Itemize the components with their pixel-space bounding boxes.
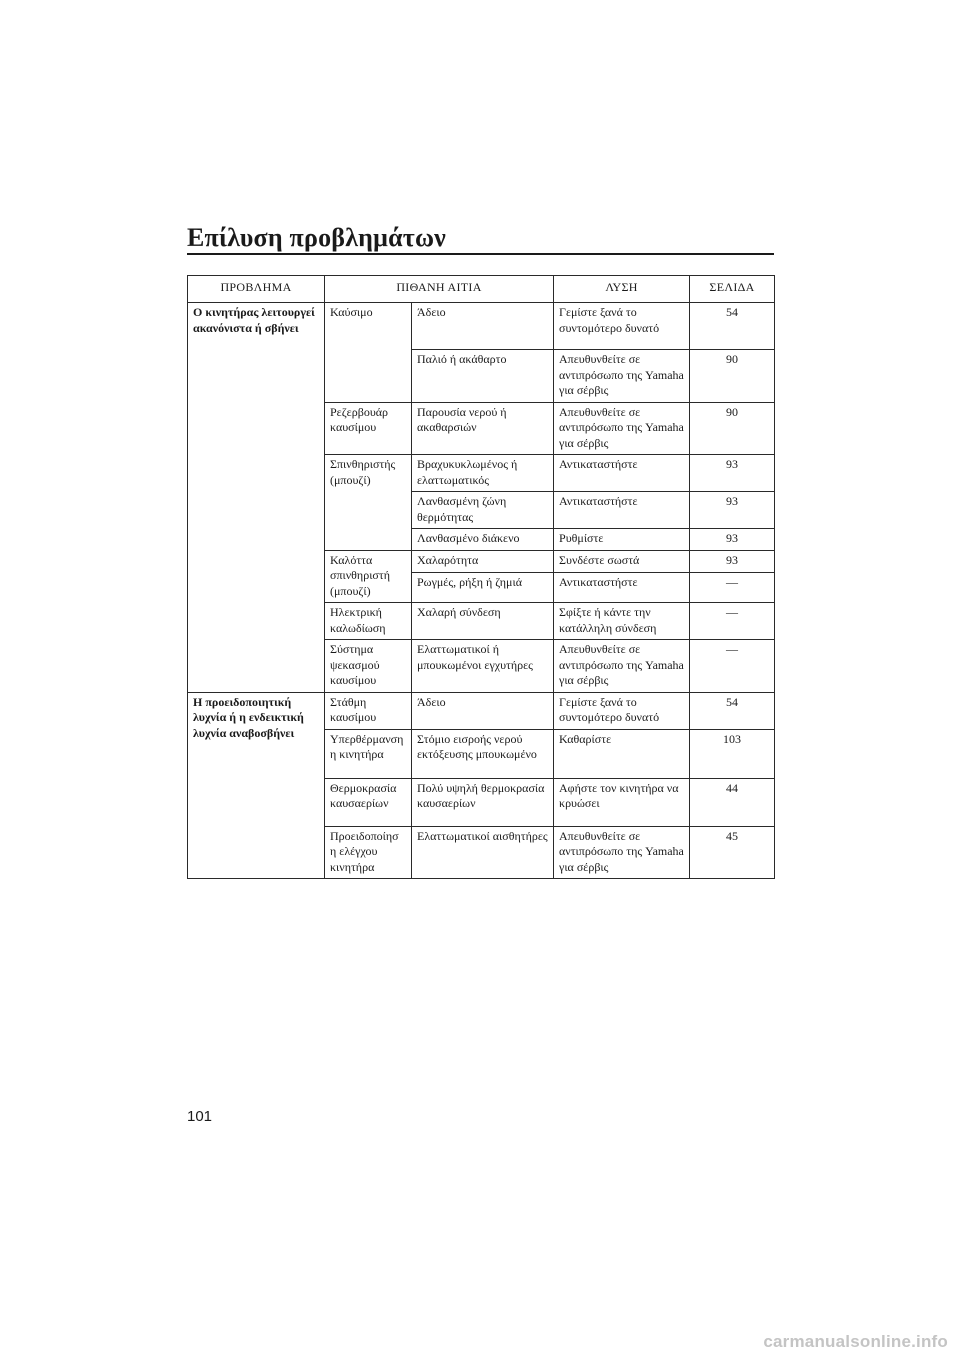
solution-cell: Σφίξτε ή κάντε την κατάλληλη σύνδεση — [554, 603, 690, 640]
component-cell: Σύστημα ψεκασμού καυσίμου — [325, 640, 412, 693]
page-cell: — — [690, 640, 775, 693]
page-cell: 45 — [690, 826, 775, 879]
troubleshooting-table — [187, 275, 775, 879]
cause-cell: Ελαττωματικοί ή μπουκωμένοι εγχυτήρες — [412, 640, 554, 693]
cause-cell: Στόμιο εισροής νερού εκτόξευσης μπουκωμένο — [412, 729, 554, 778]
solution-cell: Απευθυνθείτε σε αντιπρόσωπο της Yamaha για σέρβις — [554, 826, 690, 879]
problem-cell: Η προειδοποιητική λυχνία ή η ενδεικτική λυχνία αναβοσβήνει — [188, 692, 325, 879]
solution-cell: Αντικαταστήστε — [554, 455, 690, 492]
header-solution: ΛΥΣΗ — [554, 276, 690, 303]
solution-cell: Ρυθμίστε — [554, 529, 690, 551]
page-cell: — — [690, 572, 775, 602]
page-cell: 44 — [690, 778, 775, 826]
table-row — [188, 303, 775, 350]
solution-cell: Γεμίστε ξανά το συντομότερο δυνατό — [554, 303, 690, 350]
solution-cell: Απευθυνθείτε σε αντιπρόσωπο της Yamaha για σέρβις — [554, 640, 690, 693]
page-cell: — — [690, 603, 775, 640]
cause-cell: Λανθασμένη ζώνη θερμότητας — [412, 492, 554, 529]
solution-cell: Αντικαταστήστε — [554, 572, 690, 602]
page-cell: 54 — [690, 303, 775, 350]
solution-cell: Απευθυνθείτε σε αντιπρόσωπο της Yamaha για σέρβις — [554, 402, 690, 455]
component-cell: Υπερθέρμανση η κινητήρα — [325, 729, 412, 778]
header-problem: ΠΡΟΒΛΗΜΑ — [188, 276, 325, 303]
component-cell: Καύσιμο — [325, 303, 412, 403]
solution-cell: Συνδέστε σωστά — [554, 550, 690, 572]
cause-cell: Λανθασμένο διάκενο — [412, 529, 554, 551]
solution-cell: Καθαρίστε — [554, 729, 690, 778]
page-cell: 93 — [690, 492, 775, 529]
table-header-row — [188, 276, 775, 303]
solution-cell: Αφήστε τον κινητήρα να κρυώσει — [554, 778, 690, 826]
page-cell: 54 — [690, 692, 775, 729]
page-cell: 93 — [690, 529, 775, 551]
solution-cell: Απευθυνθείτε σε αντιπρόσωπο της Yamaha για σέρβις — [554, 350, 690, 403]
component-cell: Προειδοποίησ η ελέγχου κινητήρα — [325, 826, 412, 879]
cause-cell: Άδειο — [412, 692, 554, 729]
cause-cell: Χαλαρότητα — [412, 550, 554, 572]
header-page: ΣΕΛΙΔΑ — [690, 276, 775, 303]
header-cause: ΠΙΘΑΝΗ ΑΙΤΙΑ — [325, 276, 554, 303]
cause-cell: Άδειο — [412, 303, 554, 350]
page-title: Επίλυση προβλημάτων — [187, 223, 447, 252]
cause-cell: Ελαττωματικοί αισθητήρες — [412, 826, 554, 879]
page-cell: 93 — [690, 455, 775, 492]
page-cell: 90 — [690, 350, 775, 403]
problem-cell: Ο κινητήρας λειτουργεί ακανόνιστα ή σβήνει — [188, 303, 325, 693]
title-divider — [187, 253, 774, 255]
page-cell: 93 — [690, 550, 775, 572]
solution-cell: Αντικαταστήστε — [554, 492, 690, 529]
cause-cell: Πολύ υψηλή θερμοκρασία καυσαερίων — [412, 778, 554, 826]
cause-cell: Χαλαρή σύνδεση — [412, 603, 554, 640]
component-cell: Ηλεκτρική καλωδίωση — [325, 603, 412, 640]
cause-cell: Ρωγμές, ρήξη ή ζημιά — [412, 572, 554, 602]
page-number: 101 — [187, 1108, 213, 1125]
component-cell: Θερμοκρασία καυσαερίων — [325, 778, 412, 826]
component-cell: Ρεζερβουάρ καυσίμου — [325, 402, 412, 455]
page-cell: 90 — [690, 402, 775, 455]
cause-cell: Παλιό ή ακάθαρτο — [412, 350, 554, 403]
component-cell: Σπινθηριστής (μπουζί) — [325, 455, 412, 551]
cause-cell: Βραχυκυκλωμένος ή ελαττωματικός — [412, 455, 554, 492]
solution-cell: Γεμίστε ξανά το συντομότερο δυνατό — [554, 692, 690, 729]
cause-cell: Παρουσία νερού ή ακαθαρσιών — [412, 402, 554, 455]
page-cell: 103 — [690, 729, 775, 778]
table-row — [188, 692, 775, 729]
watermark: carmanualsonline.info — [763, 1332, 948, 1351]
component-cell: Στάθμη καυσίμου — [325, 692, 412, 729]
component-cell: Καλόττα σπινθηριστή (μπουζί) — [325, 550, 412, 603]
